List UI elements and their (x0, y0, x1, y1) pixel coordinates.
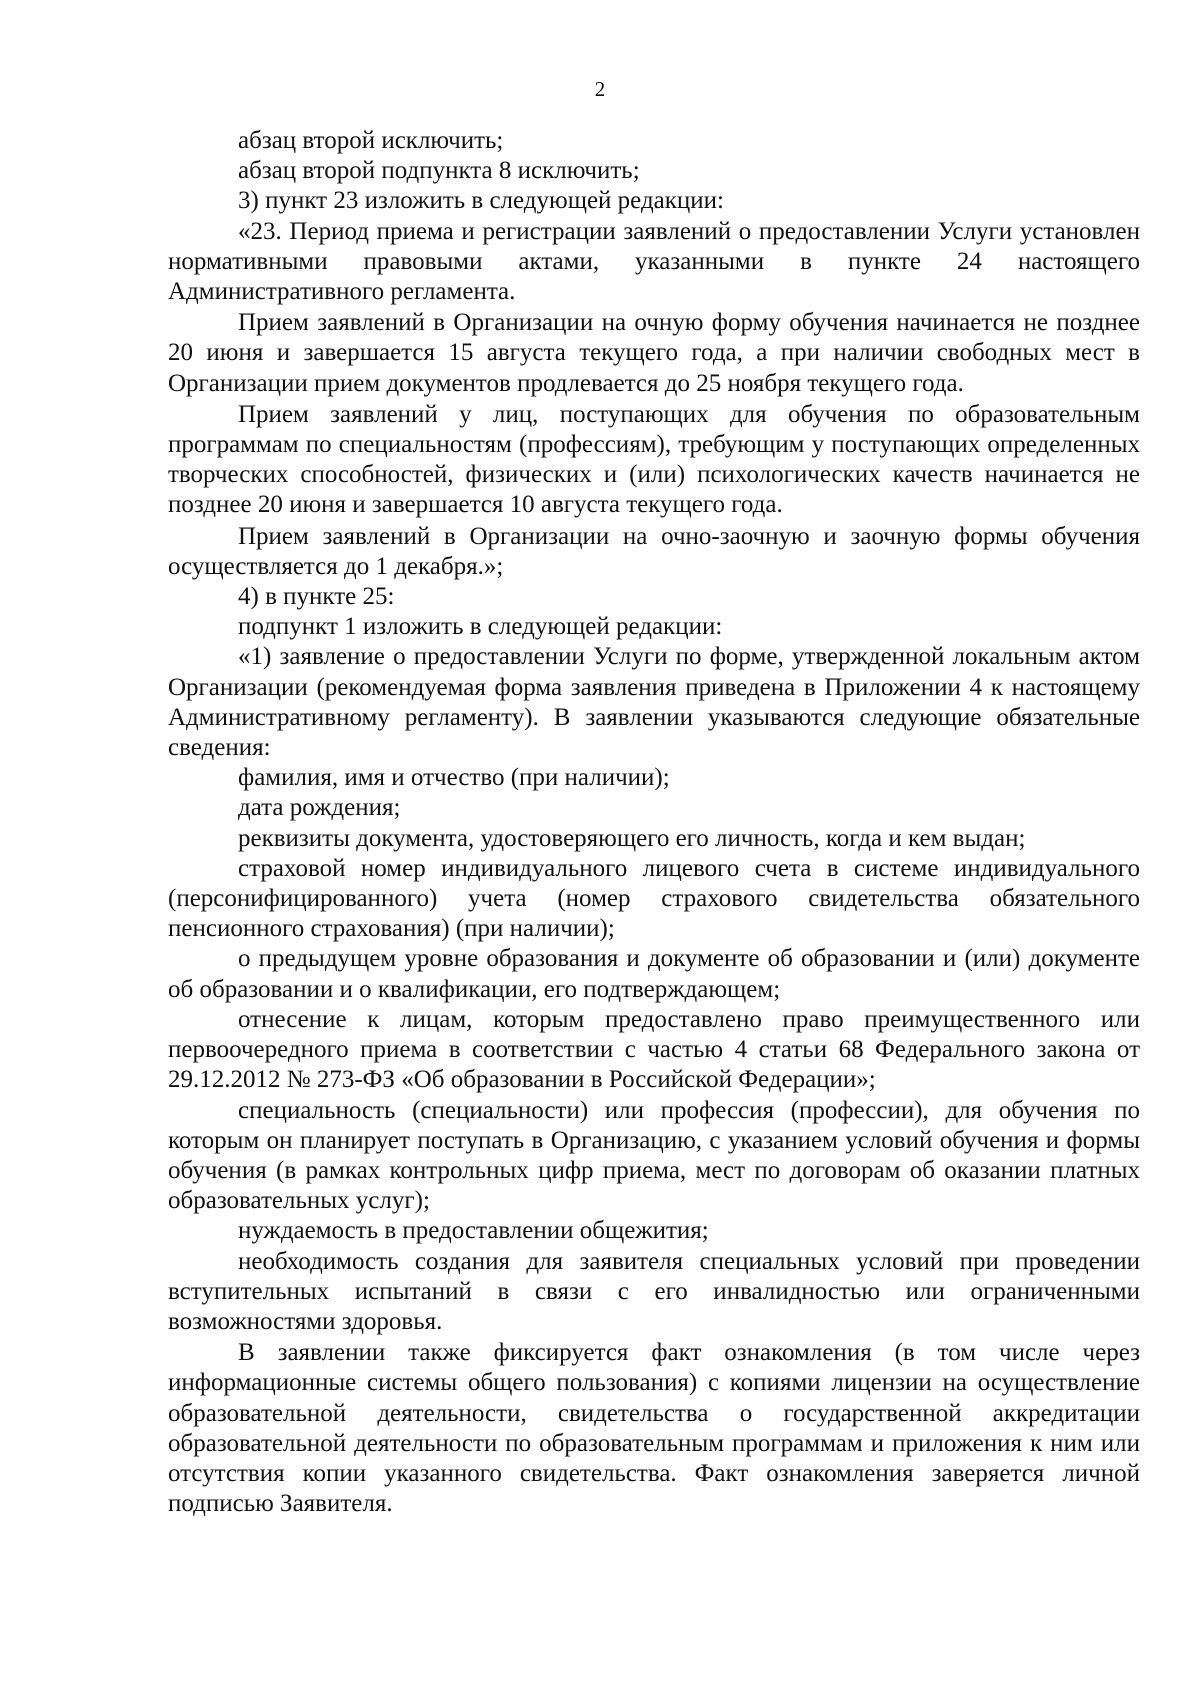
paragraph-5: Прием заявлений в Организации на очную форму обучения начинается не позднее 20 июня и завершается 15 августа текущего года, а при наличии свободных мест в Организации прием документов продлевается до 25 ноября текущего года. (168, 309, 1140, 397)
paragraph-1: абзац второй исключить; (238, 127, 504, 154)
paragraph-13: реквизиты документа, удостоверяющего его личность, когда и кем выдан; (238, 824, 1026, 852)
paragraph-11: фамилия, имя и отчество (при наличии); (238, 764, 670, 792)
paragraph-3: 3) пункт 23 изложить в следующей редакции: (238, 187, 724, 215)
paragraph-10: «1) заявление о предоставлении Услуги по форме, утвержденной локальным актом Организации (рекомендуемая форма заявления приведена в Приложении 4 к настоящему Административному регламенту). В заявлении указываются следующие обязательные сведения: (168, 643, 1140, 762)
paragraph-9: подпункт 1 изложить в следующей редакции: (238, 613, 723, 641)
paragraph-14: страховой номер индивидуального лицевого счета в системе индивидуального (персонифицированного) учета (номер страхового свидетельства обязательного пенсионного страхования) (при наличии); (168, 854, 1140, 943)
paragraph-15: о предыдущем уровне образования и документе об образовании и (или) документе об образовании и о квалификации, его подтверждающем; (168, 945, 1140, 1003)
paragraph-2: абзац второй подпункта 8 исключить; (238, 157, 640, 185)
paragraph-12: дата рождения; (238, 794, 401, 822)
paragraph-20: В заявлении также фиксируется факт ознакомления (в том числе через информационные системы общего пользования) с копиями лицензии на осуществление образовательной деятельности, свидетельства о государственной аккредитации образовательной деятельности по образовательным программам и приложения к ним или отсутствия копии указанного свидетельства. Факт ознакомления заверяется личной подписью Заявителя. (168, 1339, 1140, 1518)
paragraph-4: «23. Период приема и регистрации заявлений о предоставлении Услуги установлен нормативными правовыми актами, указанными в пункте 24 настоящего Административного регламента. (168, 217, 1140, 306)
paragraph-19: необходимость создания для заявителя специальных условий при проведении вступительных испытаний в связи с его инвалидностью или ограниченными возможностями здоровья. (168, 1247, 1140, 1335)
paragraph-7: Прием заявлений в Организации на очно-заочную и заочную формы обучения осуществляется до 1 декабря.»; (168, 522, 1140, 580)
paragraph-17: специальность (специальности) или профессия (профессии), для обучения по которым он планирует поступать в Организацию, с указанием условий обучения и формы обучения (в рамках контрольных цифр приема, мест по договорам об оказании платных образовательных услуг); (168, 1096, 1140, 1215)
document-body (168, 126, 1140, 1519)
paragraph-18: нуждаемость в предоставлении общежития; (238, 1217, 709, 1245)
paragraph-8: 4) в пункте 25: (238, 583, 395, 611)
page-number: 2 (594, 77, 606, 101)
paragraph-6: Прием заявлений у лиц, поступающих для обучения по образовательным программам по специальностям (профессиям), требующим у поступающих определенных творческих способностей, физических и (или) психологических качеств начинается не позднее 20 июня и завершается 10 августа текущего года. (168, 400, 1140, 519)
paragraph-16: отнесение к лицам, которым предоставлено право преимущественного или первоочередного приема в соответствии с частью 4 статьи 68 Федерального закона от 29.12.2012 № 273-ФЗ «Об образовании в Российской Федерации»; (168, 1005, 1140, 1094)
